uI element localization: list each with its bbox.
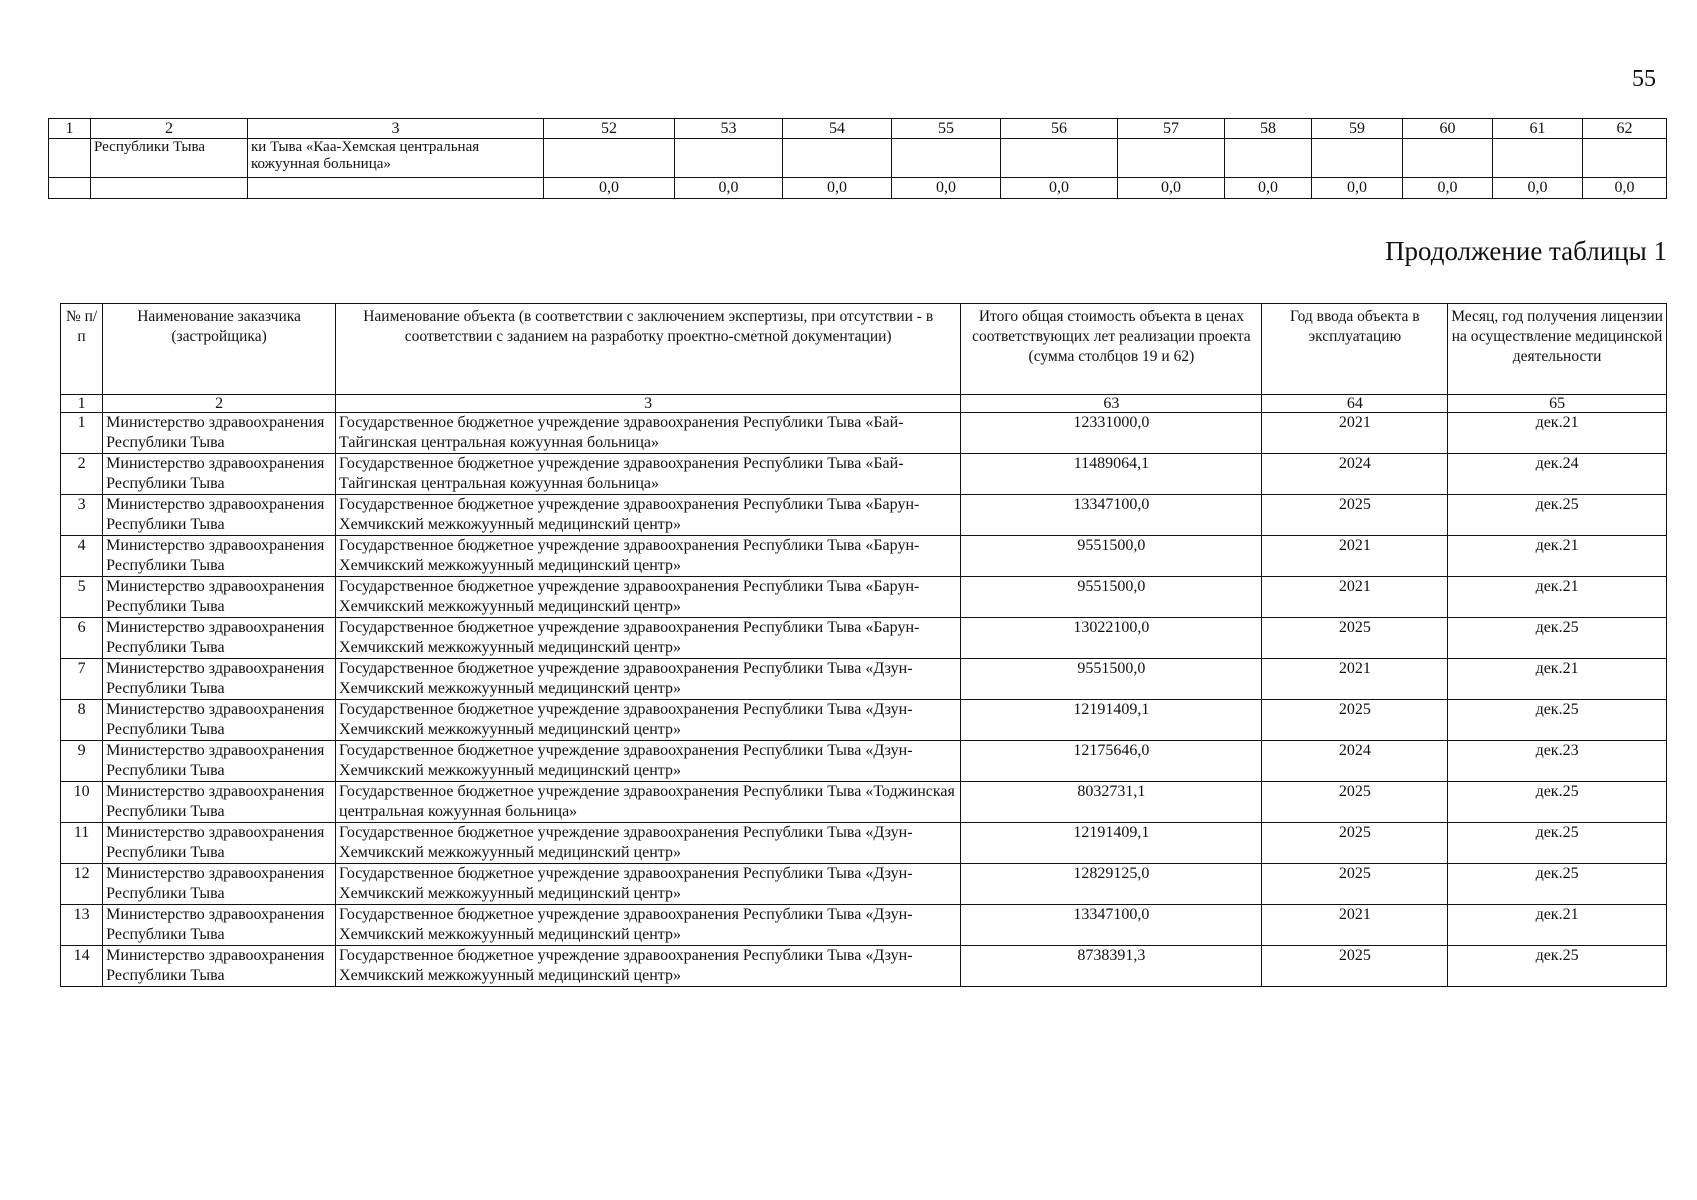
row-number: 9 [61,741,103,782]
object-cell: Государственное бюджетное учреждение здравоохранения Республики Тыва «Дзун-Хемчикский межкожуунный медицинский центр» [336,864,961,905]
table-row [61,700,1667,741]
row-number: 10 [61,782,103,823]
top-colnum: 61 [1493,119,1583,139]
top-colnum: 56 [1001,119,1118,139]
table-row [61,618,1667,659]
customer-cell: Министерство здравоохранения Республики Тыва [103,741,336,782]
colnum: 1 [61,395,103,413]
table-row [61,454,1667,495]
top-colnum: 3 [248,119,544,139]
table-continuation-heading: Продолжение таблицы 1 [1385,236,1667,266]
header-object: Наименование объекта (в соответствии с заключением экспертизы, при отсутствии - в соответствии с заданием на разработку проектно-сметной документации) [336,304,961,395]
cost-cell: 12191409,1 [961,700,1262,741]
object-cell: Государственное бюджетное учреждение здравоохранения Республики Тыва «Барун-Хемчикский межкожуунный медицинский центр» [336,577,961,618]
license-month-cell: дек.25 [1448,946,1667,987]
license-month-cell: дек.21 [1448,413,1667,454]
cost-cell: 13347100,0 [961,495,1262,536]
customer-cell: Министерство здравоохранения Республики Тыва [103,536,336,577]
cost-cell: 12331000,0 [961,413,1262,454]
object-cell: Государственное бюджетное учреждение здравоохранения Республики Тыва «Барун-Хемчикский межкожуунный медицинский центр» [336,495,961,536]
object-cell: Государственное бюджетное учреждение здравоохранения Республики Тыва «Бай-Тайгинская центральная кожуунная больница» [336,454,961,495]
customer-cell: Министерство здравоохранения Республики Тыва [103,946,336,987]
main-table [60,303,1667,987]
top-value-cell: 0,0 [1312,178,1403,199]
cost-cell: 9551500,0 [961,536,1262,577]
top-value-cell: 0,0 [892,178,1001,199]
row-number: 1 [61,413,103,454]
colnum: 65 [1448,395,1667,413]
year-cell: 2025 [1262,782,1448,823]
object-cell: Государственное бюджетное учреждение здравоохранения Республики Тыва «Тоджинская центральная кожуунная больница» [336,782,961,823]
top-value-cell: 0,0 [783,178,892,199]
customer-cell: Министерство здравоохранения Республики Тыва [103,413,336,454]
top-colnum: 54 [783,119,892,139]
cost-cell: 9551500,0 [961,659,1262,700]
top-column-numbers-row [49,119,1667,139]
license-month-cell: дек.25 [1448,495,1667,536]
top-customer-cell: Республики Тыва [91,139,248,178]
table-row [61,823,1667,864]
top-table-fragment [48,118,1667,199]
cost-cell: 12175646,0 [961,741,1262,782]
colnum: 3 [336,395,961,413]
cost-cell: 12829125,0 [961,864,1262,905]
table-row [61,782,1667,823]
license-month-cell: дек.25 [1448,700,1667,741]
table-row [61,413,1667,454]
top-colnum: 55 [892,119,1001,139]
license-month-cell: дек.23 [1448,741,1667,782]
row-number: 12 [61,864,103,905]
top-value-cell: 0,0 [1225,178,1312,199]
cost-cell: 8738391,3 [961,946,1262,987]
license-month-cell: дек.25 [1448,864,1667,905]
object-cell: Государственное бюджетное учреждение здравоохранения Республики Тыва «Дзун-Хемчикский межкожуунный медицинский центр» [336,905,961,946]
license-month-cell: дек.25 [1448,782,1667,823]
customer-cell: Министерство здравоохранения Республики Тыва [103,782,336,823]
object-cell: Государственное бюджетное учреждение здравоохранения Республики Тыва «Барун-Хемчикский межкожуунный медицинский центр» [336,536,961,577]
year-cell: 2024 [1262,741,1448,782]
year-cell: 2025 [1262,864,1448,905]
license-month-cell: дек.25 [1448,618,1667,659]
top-value-cell: 0,0 [1493,178,1583,199]
table-row [61,495,1667,536]
top-colnum: 52 [544,119,675,139]
table-row [61,536,1667,577]
customer-cell: Министерство здравоохранения Республики Тыва [103,864,336,905]
table-row [61,577,1667,618]
top-value-cell: 0,0 [675,178,783,199]
top-value-cell: 0,0 [544,178,675,199]
top-value-cell: 0,0 [1118,178,1225,199]
license-month-cell: дек.21 [1448,659,1667,700]
colnum: 64 [1262,395,1448,413]
object-cell: Государственное бюджетное учреждение здравоохранения Республики Тыва «Дзун-Хемчикский межкожуунный медицинский центр» [336,741,961,782]
row-number: 5 [61,577,103,618]
top-description-row [49,139,1667,178]
customer-cell: Министерство здравоохранения Республики Тыва [103,495,336,536]
top-colnum: 60 [1403,119,1493,139]
license-month-cell: дек.21 [1448,536,1667,577]
top-values-row [49,178,1667,199]
table-row [61,659,1667,700]
cost-cell: 13347100,0 [961,905,1262,946]
object-cell: Государственное бюджетное учреждение здравоохранения Республики Тыва «Бай-Тайгинская центральная кожуунная больница» [336,413,961,454]
header-cost: Итого общая стоимость объекта в ценах соответствующих лет реализации проекта (сумма столбцов 19 и 62) [961,304,1262,395]
column-numbers-row [61,395,1667,413]
year-cell: 2025 [1262,700,1448,741]
cost-cell: 13022100,0 [961,618,1262,659]
cost-cell: 11489064,1 [961,454,1262,495]
header-license: Месяц, год получения лицензии на осуществление медицинской деятельности [1448,304,1667,395]
license-month-cell: дек.21 [1448,905,1667,946]
year-cell: 2021 [1262,536,1448,577]
customer-cell: Министерство здравоохранения Республики Тыва [103,577,336,618]
header-row [61,304,1667,395]
table-row [61,864,1667,905]
header-year: Год ввода объекта в эксплуатацию [1262,304,1448,395]
page-number: 55 [1632,66,1656,92]
table-row [61,905,1667,946]
colnum: 2 [103,395,336,413]
top-value-cell: 0,0 [1583,178,1667,199]
year-cell: 2025 [1262,946,1448,987]
row-number: 6 [61,618,103,659]
table-row [61,741,1667,782]
colnum: 63 [961,395,1262,413]
cost-cell: 12191409,1 [961,823,1262,864]
top-colnum: 62 [1583,119,1667,139]
top-colnum: 1 [49,119,91,139]
customer-cell: Министерство здравоохранения Республики Тыва [103,823,336,864]
row-number: 8 [61,700,103,741]
object-cell: Государственное бюджетное учреждение здравоохранения Республики Тыва «Дзун-Хемчикский межкожуунный медицинский центр» [336,659,961,700]
customer-cell: Министерство здравоохранения Республики Тыва [103,700,336,741]
row-number: 11 [61,823,103,864]
row-number: 4 [61,536,103,577]
row-number: 3 [61,495,103,536]
year-cell: 2021 [1262,905,1448,946]
table-row [61,946,1667,987]
row-number: 2 [61,454,103,495]
object-cell: Государственное бюджетное учреждение здравоохранения Республики Тыва «Дзун-Хемчикский межкожуунный медицинский центр» [336,823,961,864]
object-cell: Государственное бюджетное учреждение здравоохранения Республики Тыва «Дзун-Хемчикский межкожуунный медицинский центр» [336,946,961,987]
year-cell: 2021 [1262,577,1448,618]
header-customer: Наименование заказчика (застройщика) [103,304,336,395]
object-cell: Государственное бюджетное учреждение здравоохранения Республики Тыва «Барун-Хемчикский межкожуунный медицинский центр» [336,618,961,659]
top-object-cell: ки Тыва «Каа-Хемская центральная кожуунная больница» [248,139,544,178]
top-colnum: 59 [1312,119,1403,139]
customer-cell: Министерство здравоохранения Республики Тыва [103,659,336,700]
row-number: 7 [61,659,103,700]
cost-cell: 9551500,0 [961,577,1262,618]
top-colnum: 57 [1118,119,1225,139]
top-colnum: 58 [1225,119,1312,139]
row-number: 14 [61,946,103,987]
row-number: 13 [61,905,103,946]
top-colnum: 2 [91,119,248,139]
license-month-cell: дек.21 [1448,577,1667,618]
customer-cell: Министерство здравоохранения Республики Тыва [103,905,336,946]
customer-cell: Министерство здравоохранения Республики Тыва [103,618,336,659]
header-num: № п/п [61,304,103,395]
object-cell: Государственное бюджетное учреждение здравоохранения Республики Тыва «Дзун-Хемчикский межкожуунный медицинский центр» [336,700,961,741]
year-cell: 2024 [1262,454,1448,495]
cost-cell: 8032731,1 [961,782,1262,823]
year-cell: 2025 [1262,823,1448,864]
top-colnum: 53 [675,119,783,139]
license-month-cell: дек.25 [1448,823,1667,864]
customer-cell: Министерство здравоохранения Республики Тыва [103,454,336,495]
top-value-cell: 0,0 [1001,178,1118,199]
year-cell: 2025 [1262,618,1448,659]
license-month-cell: дек.24 [1448,454,1667,495]
top-value-cell: 0,0 [1403,178,1493,199]
year-cell: 2021 [1262,659,1448,700]
year-cell: 2025 [1262,495,1448,536]
year-cell: 2021 [1262,413,1448,454]
